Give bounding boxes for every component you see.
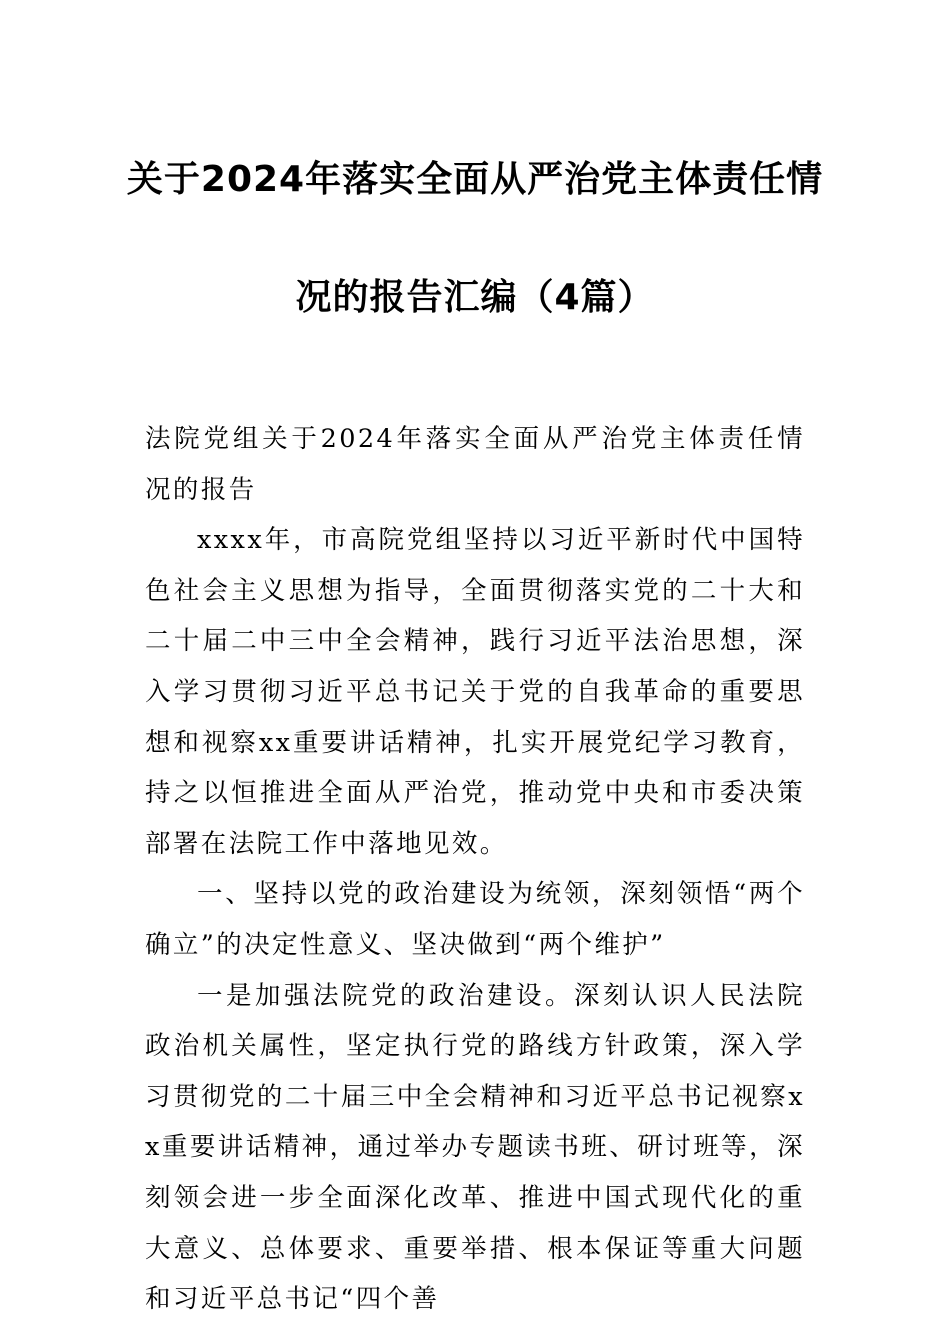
body-paragraph-2: 一是加强法院党的政治建设。深刻认识人民法院政治机关属性，坚定执行党的路线方针政策，深入学习贯彻党的二十届三中全会精神和习近平总书记视察xx重要讲话精神，通过举办专题读书班、研讨班等，深刻领会进一步全面深化改革、推进中国式现代化的重大意义、总体要求、重要举措、根本保证等重大问题和习近平总书记“四个善 bbox=[145, 980, 805, 1315]
document-body bbox=[145, 414, 805, 1325]
document-title-line-1: 关于2024年落实全面从严治党主体责任情 bbox=[126, 159, 824, 200]
body-paragraph-1: xxxx年，市高院党组坚持以习近平新时代中国特色社会主义思想为指导，全面贯彻落实党的二十大和二十届二中三中全会精神，践行习近平法治思想，深入学习贯彻习近平总书记关于党的自我革命的重要思想和视察xx重要讲话精神，扎实开展党纪学习教育，持之以恒推进全面从严治党，推动党中央和市委决策部署在法院工作中落地见效。 bbox=[145, 525, 805, 859]
section-subtitle: 法院党组关于2024年落实全面从严治党主体责任情况的报告 bbox=[145, 424, 805, 505]
section-heading-1: 一、坚持以党的政治建设为统领，深刻领悟“两个确立”的决定性意义、坚决做到“两个维护” bbox=[145, 879, 805, 960]
document-title-line-2: 况的报告汇编（4篇） bbox=[295, 277, 655, 318]
